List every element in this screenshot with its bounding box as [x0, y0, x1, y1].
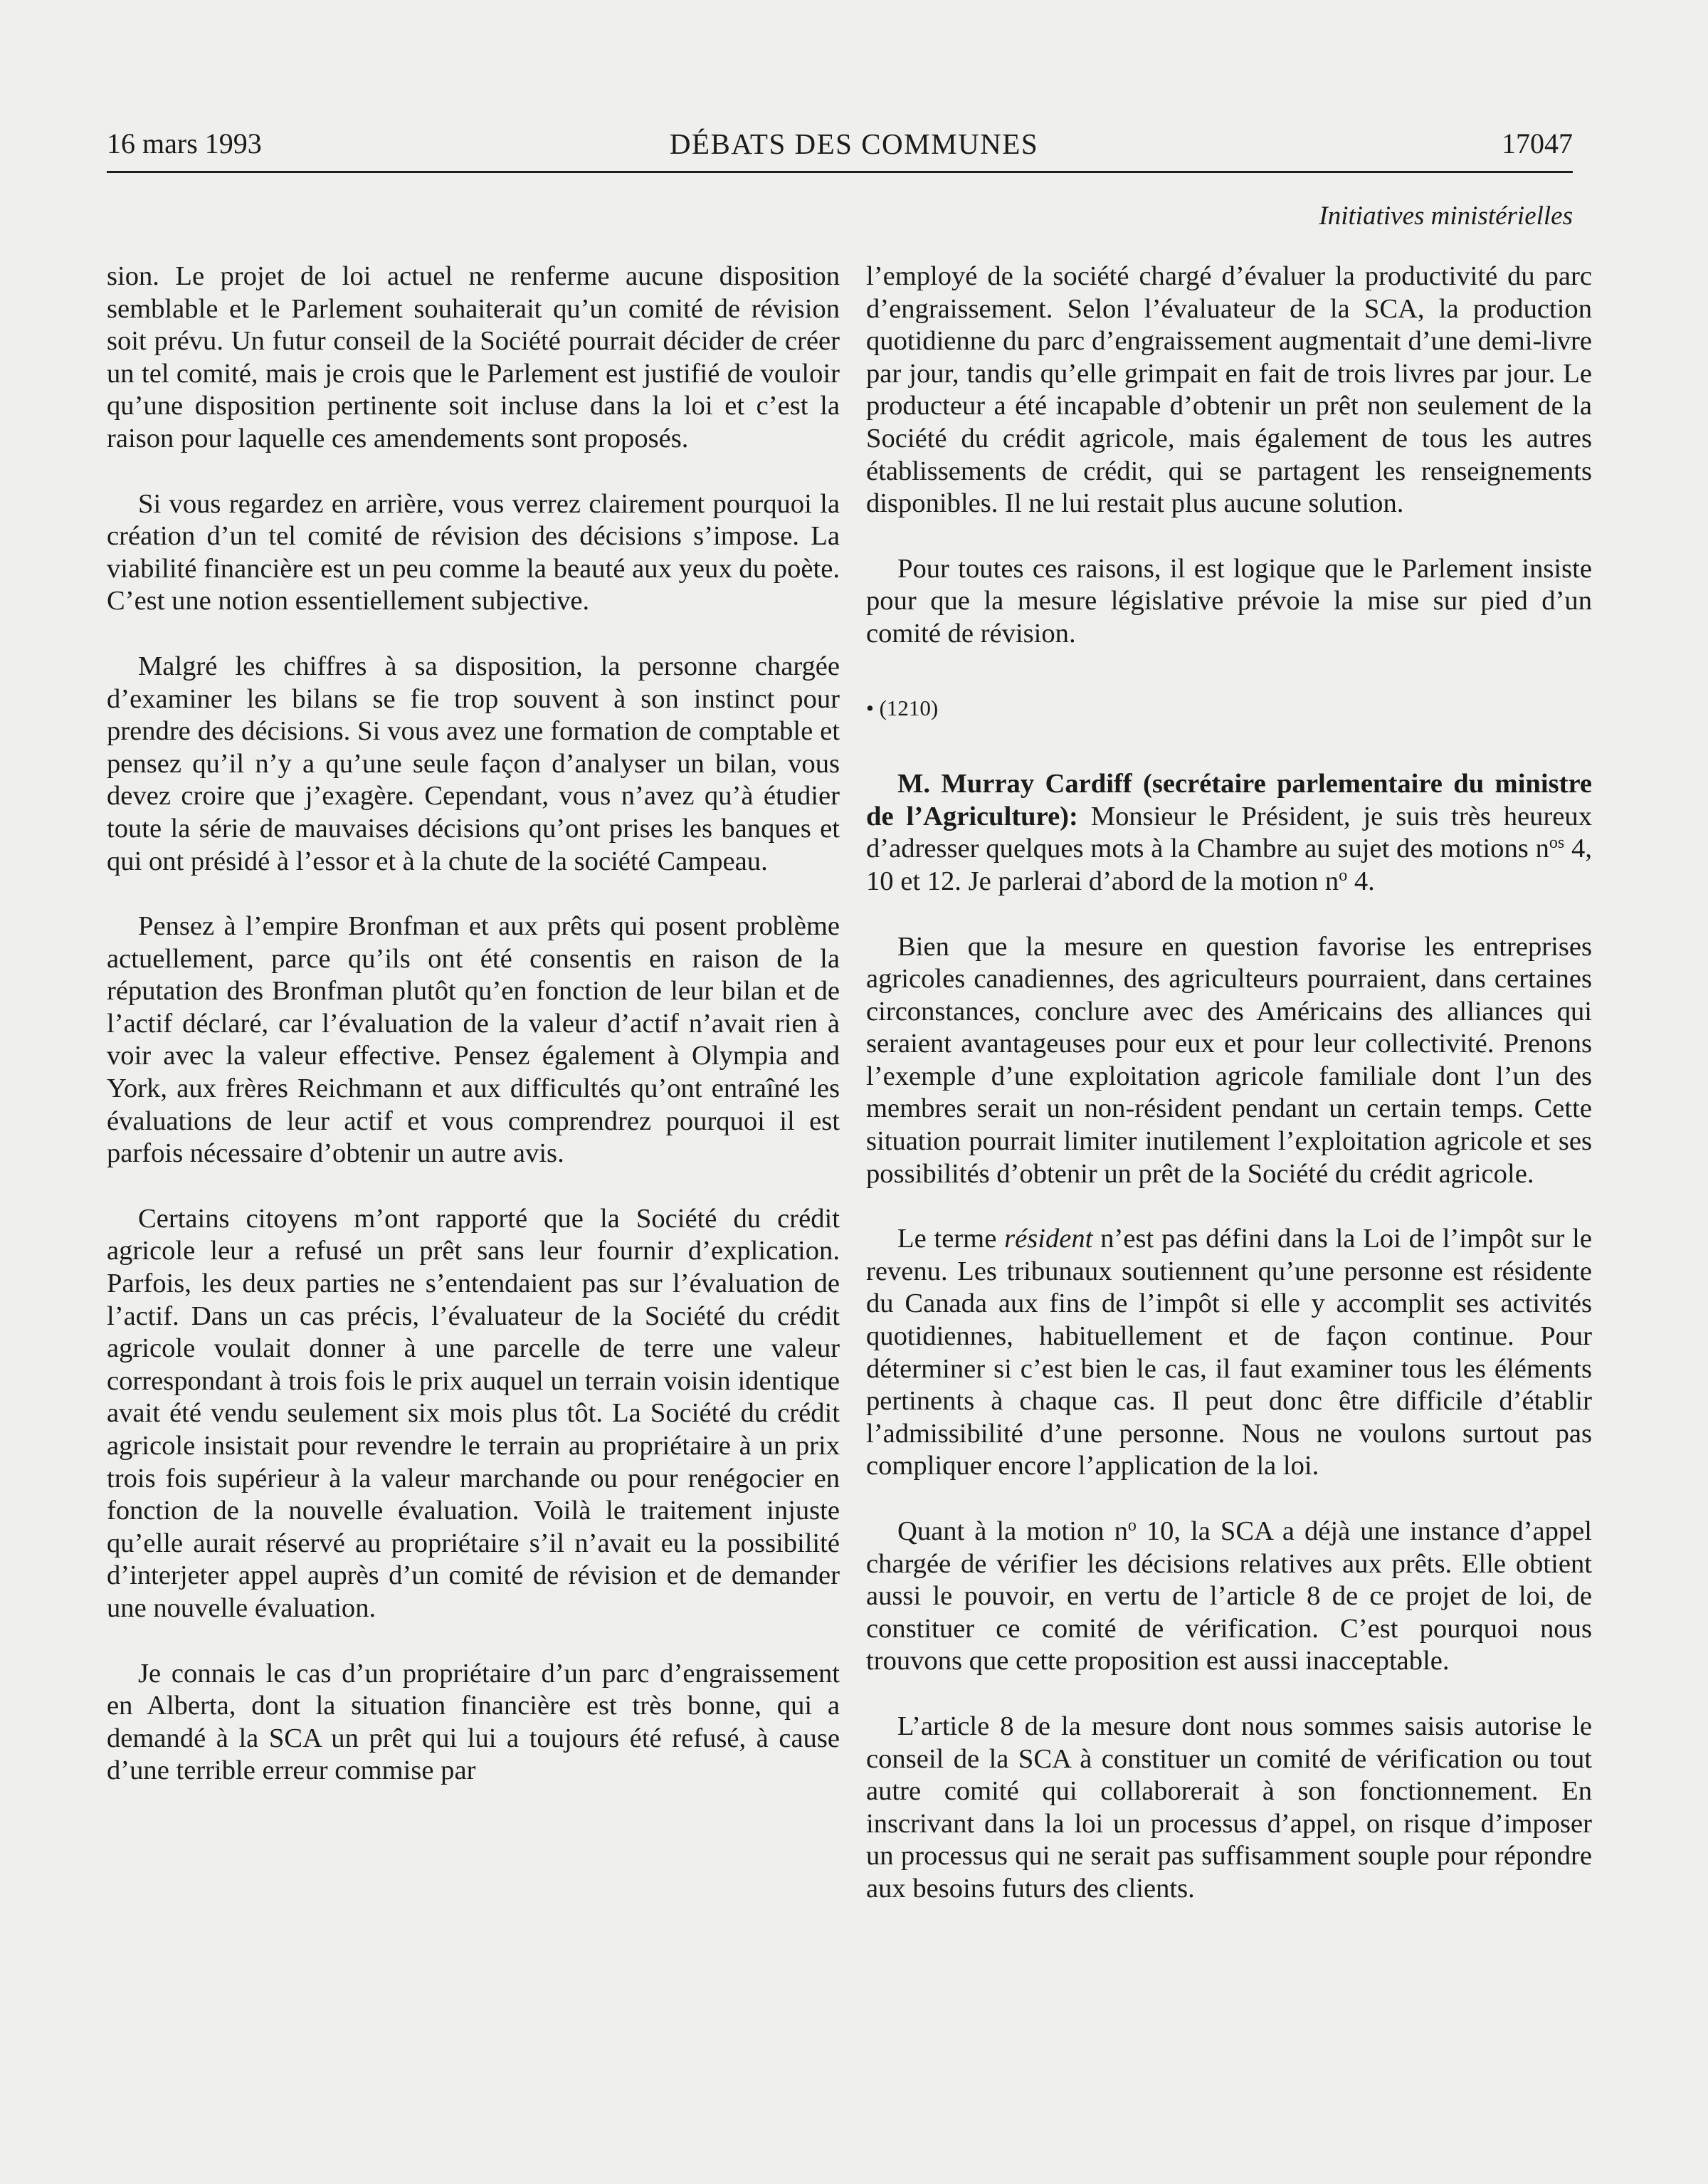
paragraph: L’article 8 de la mesure dont nous sommes saisis autorise le conseil de la SCA à constituer un comité de vérification ou tout autre comité qui collaborerait à son fonctionnement. En inscrivant dans la loi un processus d’appel, on risque d’imposer un processus qui ne serait pas suffisamment souple pour répondre aux besoins futurs des clients. — [866, 1711, 1592, 1904]
paragraph: l’employé de la société chargé d’évaluer la productivité du parc d’engraissement. Selon l’évaluateur de la SCA, la production quotidienne du parc d’engraissement augmentait d’une demi-livre par jour, tandis qu’elle grimpait en fait de trois livres par jour. Le producteur a été incapable d’obtenir un prêt non seulement de la Société du crédit agricole, mais également de tous les autres établissements de crédit, qui se partagent les renseignements disponibles. Il ne lui restait plus aucune solution. — [866, 261, 1592, 519]
paragraph-text: n’est pas défini dans la Loi de l’impôt sur le revenu. Les tribunaux soutiennent qu’une personne est résidente du Canada aux fins de l’impôt si elle y accomplit ses activités quotidiennes, habituellement et de façon continue. Pour déterminer si c’est bien le cas, il faut examiner tous les éléments pertinents à chaque cas. Il peut donc être difficile d’établir l’admissibilité d’une personne. Nous ne voulons surtout pas compliquer encore l’application de la loi. — [866, 1224, 1592, 1481]
superscript: o — [1339, 866, 1348, 885]
paragraph-text: Le terme — [897, 1224, 1005, 1254]
paragraph — [866, 1516, 1592, 1678]
superscript: o — [1127, 1516, 1137, 1535]
paragraph: Certains citoyens m’ont rapporté que la Société du crédit agricole leur a refusé un prêt sans leur fournir d’explication. Parfois, les deux parties ne s’entendaient pas sur l’évaluation de l’actif. Dans un cas précis, l’évaluateur de la Société du crédit agricole voulait donner à une parcelle de terre une valeur correspondant à trois fois le prix auquel un terrain voisin identique avait été vendu seulement six mois plus tôt. La Société du crédit agricole insistait pour revendre le terrain au propriétaire à un prix trois fois supérieur à la valeur marchande ou pour renégocier en fonction de la nouvelle évaluation. Voilà le traitement injuste qu’elle aurait réservé au propriétaire s’il n’avait eu la possibilité d’interjeter appel auprès d’un comité de révision et de demander une nouvelle évaluation. — [107, 1203, 840, 1623]
superscript: os — [1549, 834, 1565, 853]
paragraph: sion. Le projet de loi actuel ne renferme aucune disposition semblable et le Parlement souhaiterait qu’un comité de révision soit prévu. Un futur conseil de la Société pourrait décider de créer un tel comité, mais je crois que le Parlement est justifié de vouloir qu’une disposition pertinente soit incluse dans la loi et c’est la raison pour laquelle ces amendements sont proposés. — [107, 261, 840, 453]
paragraph: Je connais le cas d’un propriétaire d’un parc d’engraissement en Alberta, dont la situation financière est très bonne, qui a demandé à la SCA un prêt qui lui a toujours été refusé, à cause d’une terrible erreur commise par — [107, 1658, 840, 1786]
time-marker: • (1210) — [866, 695, 939, 720]
left-column — [107, 261, 840, 1820]
paragraph-text: 10, la SCA a déjà une instance d’appel chargée de vérifier les décisions relatives aux prêts. Elle obtient aussi le pouvoir, en vertu de l’article 8 de ce projet de loi, de constituer ce comité de vérification. C’est pourquoi nous trouvons que cette proposition est aussi inacceptable. — [866, 1516, 1592, 1676]
paragraph: Bien que la mesure en question favorise les entreprises agricoles canadiennes, des agriculteurs pourraient, dans certaines circonstances, conclure avec des Américains des alliances qui seraient avantageuses pour eux et pour leur collectivité. Prenons l’exemple d’une exploitation agricole familiale dont l’un des membres serait un non-résident pendant un certain temps. Cette situation pourrait limiter inutilement l’exploitation agricole et ses possibilités d’obtenir un prêt de la Société du crédit agricole. — [866, 931, 1592, 1189]
paragraph: Pour toutes ces raisons, il est logique que le Parlement insiste pour que la mesure législative prévoie la mise sur pied d’un comité de révision. — [866, 553, 1592, 649]
speech-text: 4, 10 et 12. Je parlerai d’abord de la motion n — [866, 834, 1592, 896]
paragraph-text: Quant à la motion n — [897, 1516, 1128, 1546]
speech-text: 4. — [1347, 866, 1375, 896]
emphasis: résident — [1004, 1224, 1093, 1254]
header-page-number: 17047 — [1502, 127, 1573, 159]
speech-text: Monsieur le Président, je suis très heureux d’adresser quelques mots à la Chambre au sujet des motions n — [866, 801, 1592, 864]
paragraph: Si vous regardez en arrière, vous verrez clairement pourquoi la création d’un tel comité de révision des décisions s’impose. La viabilité financière est un peu comme la beauté aux yeux du poète. C’est une notion essentiellement subjective. — [107, 488, 840, 616]
speaker-name: M. Murray Cardiff (secrétaire parlementaire du ministre de l’Agriculture): — [866, 769, 1592, 831]
header-title: DÉBATS DES COMMUNES — [669, 127, 1039, 160]
paragraph: Malgré les chiffres à sa disposition, la personne chargée d’examiner les bilans se fie trop souvent à son instinct pour prendre des décisions. Si vous avez une formation de comptable et pensez qu’il n’y a qu’une seule façon d’analyser un bilan, vous devez croire que j’exagère. Cependant, vous n’avez qu’à étudier toute la série de mauvaises décisions qu’ont prises les banques et qui ont présidé à l’essor et à la chute de la société Campeau. — [107, 651, 840, 876]
header-rule — [107, 171, 1573, 173]
section-title: Initiatives ministérielles — [1319, 201, 1573, 231]
header-date: 16 mars 1993 — [107, 127, 262, 159]
right-column — [866, 261, 1592, 1938]
paragraph — [866, 1223, 1592, 1483]
speech-paragraph — [866, 768, 1592, 898]
paragraph: Pensez à l’empire Bronfman et aux prêts qui posent problème actuellement, parce qu’ils ont été consentis en raison de la réputation des Bronfman plutôt qu’en fonction de leur bilan et de l’actif déclaré, car l’évaluation de la valeur d’actif n’avait rien à voir avec la valeur effective. Pensez également à Olympia and York, aux frères Reichmann et aux difficultés qu’ont entraîné les évaluations de leur actif et vous comprendrez pourquoi il est parfois nécessaire d’obtenir un autre avis. — [107, 911, 840, 1169]
